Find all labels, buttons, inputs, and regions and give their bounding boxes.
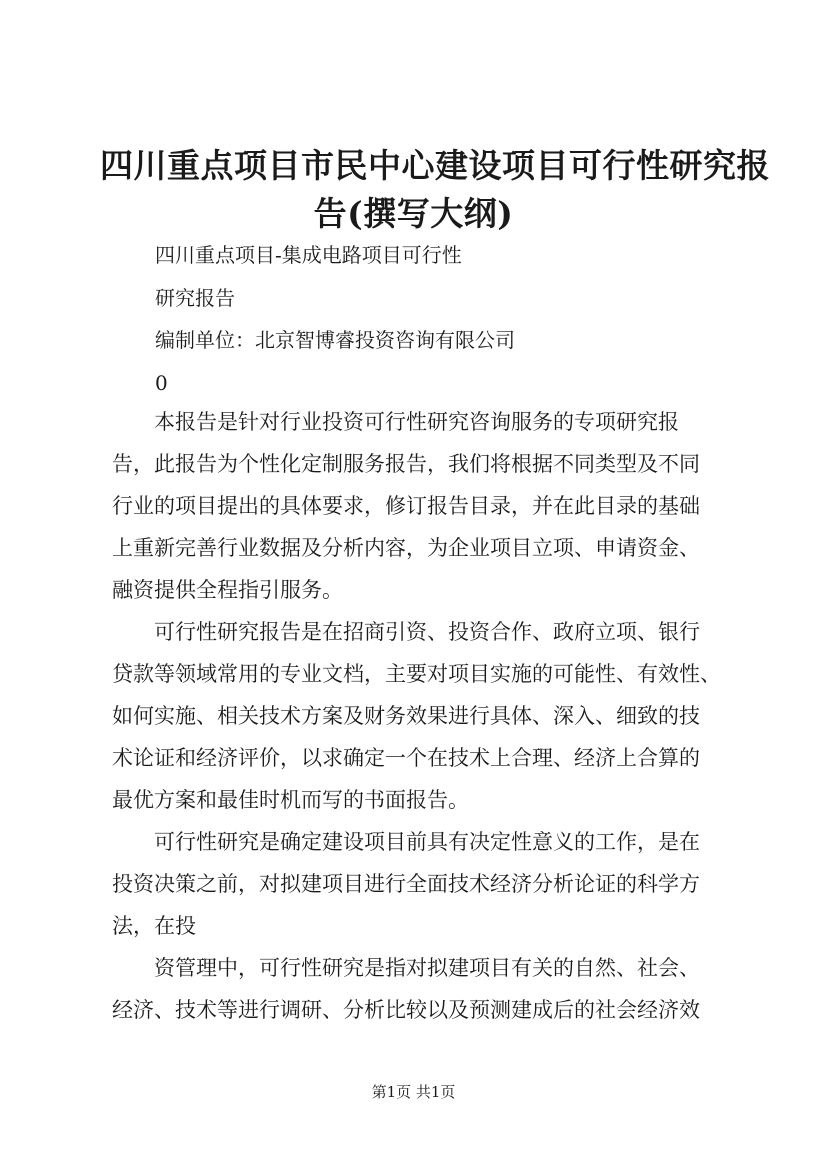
paragraph-line: 行业的项目提出的具体要求，修订报告目录，并在此目录的基础 — [112, 494, 700, 518]
document-title — [100, 142, 770, 238]
paragraph-line: 告，此报告为个性化定制服务报告，我们将根据不同类型及不同 — [112, 452, 700, 476]
paragraph-4 — [112, 947, 722, 1031]
page-footer: 第1页 共1页 — [371, 1083, 456, 1101]
document-number: 0 — [155, 371, 168, 395]
paragraph-2 — [112, 611, 722, 821]
compiler-info: 编制单位：北京智博睿投资咨询有限公司 — [155, 328, 515, 352]
paragraph-1 — [112, 401, 722, 611]
title-line-2: 告(撰写大纲) — [313, 194, 514, 233]
paragraph-line: 投资决策之前，对拟建项目进行全面技术经济分析论证的科学方 — [112, 872, 700, 896]
paragraph-line: 资管理中，可行性研究是指对拟建项目有关的自然、社会、 — [154, 956, 700, 980]
title-line-1: 四川重点项目市民中心建设项目可行性研究报 — [100, 146, 770, 185]
paragraph-line: 本报告是针对行业投资可行性研究咨询服务的专项研究报 — [154, 410, 679, 434]
subtitle-line-2: 研究报告 — [155, 286, 235, 310]
paragraph-line: 术论证和经济评价，以求确定一个在技术上合理、经济上合算的 — [112, 746, 700, 770]
paragraph-line: 贷款等领域常用的专业文档，主要对项目实施的可能性、有效性、 — [112, 662, 721, 686]
paragraph-line: 可行性研究报告是在招商引资、投资合作、政府立项、银行 — [154, 620, 700, 644]
paragraph-line: 上重新完善行业数据及分析内容，为企业项目立项、申请资金、 — [112, 536, 700, 560]
paragraph-line: 法，在投 — [112, 914, 196, 938]
paragraph-line: 融资提供全程指引服务。 — [112, 578, 343, 602]
paragraph-line: 如何实施、相关技术方案及财务效果进行具体、深入、细致的技 — [112, 704, 700, 728]
subtitle-line-1: 四川重点项目-集成电路项目可行性 — [155, 243, 462, 267]
paragraph-line: 可行性研究是确定建设项目前具有决定性意义的工作，是在 — [154, 830, 700, 854]
paragraph-line: 最优方案和最佳时机而写的书面报告。 — [112, 788, 469, 812]
paragraph-3 — [112, 821, 722, 947]
paragraph-line: 经济、技术等进行调研、分析比较以及预测建成后的社会经济效 — [112, 998, 700, 1022]
